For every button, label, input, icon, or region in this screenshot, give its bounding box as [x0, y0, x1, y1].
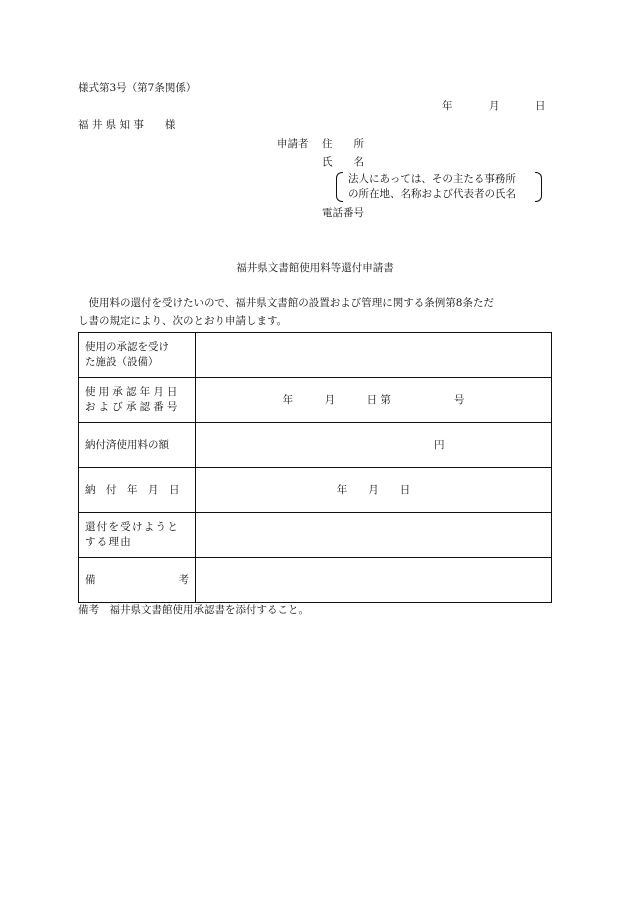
remarks-label-text [85, 573, 189, 588]
approval-value[interactable]: 年 月 日 第 号 [196, 378, 552, 423]
remarks-label-left: 備 [85, 573, 96, 586]
remarks-value[interactable] [196, 558, 552, 603]
date-month: 月 [489, 100, 500, 112]
table-row [79, 513, 552, 558]
addressee: 福 井 県 知 事 様 [78, 119, 176, 131]
address-label: 住 所 [322, 138, 364, 150]
date-year: 年 [442, 100, 453, 112]
facility-label [79, 333, 196, 378]
facility-value[interactable] [196, 333, 552, 378]
refund-reason-label-line1: 還付を受けようと [85, 521, 180, 533]
name-label: 氏 名 [322, 156, 364, 168]
right-bracket [535, 172, 542, 202]
yen-unit: 円 [434, 438, 445, 451]
table-row [79, 378, 552, 423]
application-table [78, 332, 552, 603]
document-title: 福井県文書館使用料等還付申請書 [236, 262, 394, 274]
approval-label-line2: および承認番号 [85, 401, 181, 413]
table-row [79, 333, 552, 378]
approval-label-line1: 使用承認年月日 [85, 386, 181, 398]
table-row [79, 468, 552, 513]
fee-paid-label: 納付済使用料の額 [79, 423, 196, 468]
refund-reason-label [79, 513, 196, 558]
payment-date-label: 納 付 年 月 日 [79, 468, 196, 513]
payment-date-value[interactable]: 年 月 日 [196, 468, 552, 513]
phone-label: 電話番号 [322, 207, 364, 219]
table-row [79, 558, 552, 603]
date-day: 日 [535, 100, 546, 112]
corporate-note-line2: の所在地、名称および代表者の氏名 [348, 188, 516, 200]
corporate-note-text [348, 172, 516, 202]
body-line2: し書の規定により、次のとおり申請します。 [78, 315, 288, 327]
form-number: 様式第3号（第7条関係） [78, 82, 197, 94]
applicant-label: 申請者 [277, 138, 309, 150]
left-bracket [336, 172, 343, 202]
remarks-label [79, 558, 196, 603]
corporate-note [336, 172, 542, 202]
refund-reason-value[interactable] [196, 513, 552, 558]
table-row [79, 423, 552, 468]
facility-label-line1: 使用の承認を受け [85, 341, 169, 353]
facility-label-line2: た施設（設備） [85, 356, 159, 368]
corporate-note-line1: 法人にあっては、その主たる事務所 [348, 173, 516, 185]
fee-paid-value[interactable] [196, 423, 552, 468]
approval-label [79, 378, 196, 423]
remarks-label-right: 考 [178, 573, 189, 586]
footer-note: 備考 福井県文書館使用承認書を添付すること。 [78, 604, 309, 616]
body-line1: 使用料の還付を受けたいので、福井県文書館の設置および管理に関する条例第8条ただ [78, 297, 494, 309]
refund-reason-label-line2: する理由 [85, 536, 133, 548]
